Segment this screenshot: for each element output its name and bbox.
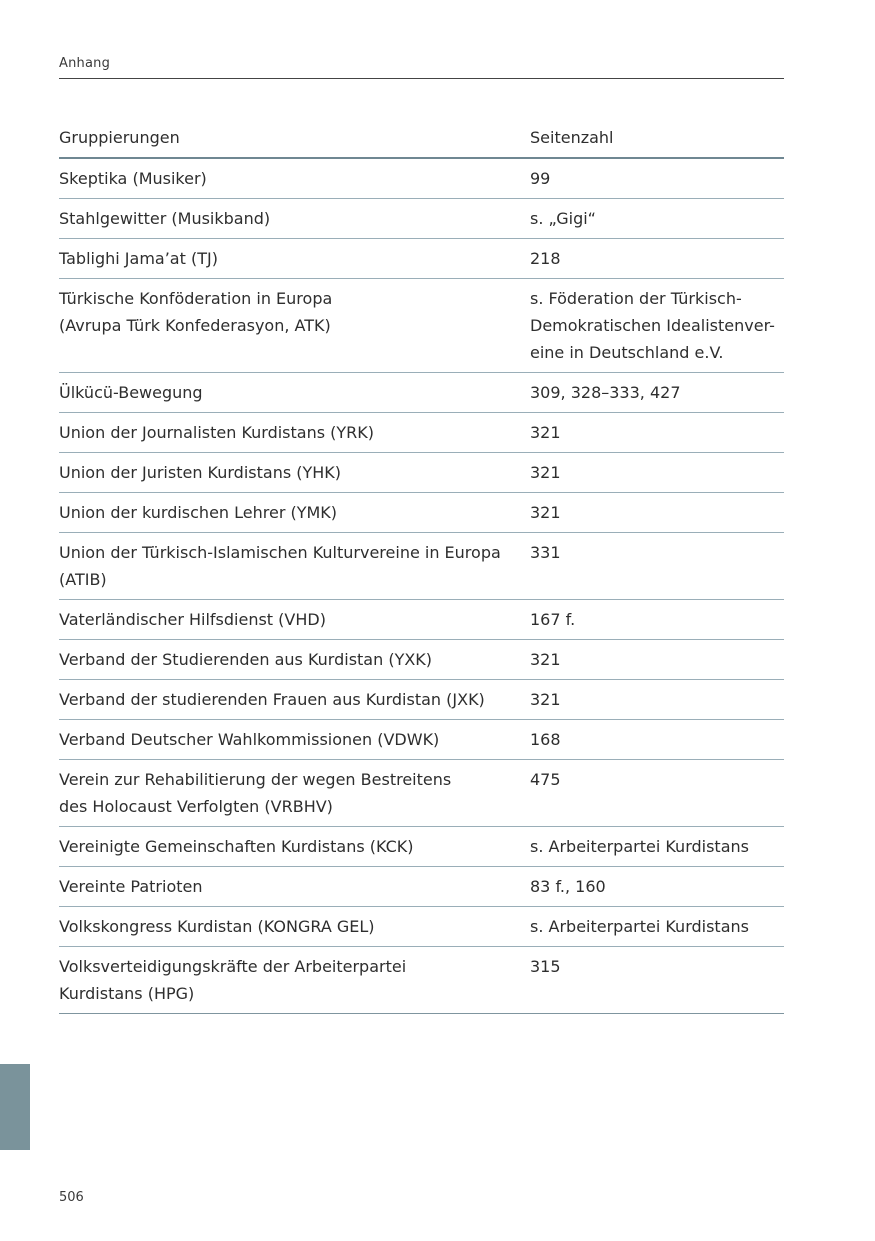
group-name: Volksverteidigungskräfte der Arbeiterpartei Kurdistans (HPG) xyxy=(59,947,530,1014)
group-name: Ülkücü-Bewegung xyxy=(59,373,530,413)
table-row xyxy=(59,279,784,373)
table-row xyxy=(59,239,784,279)
table-row xyxy=(59,413,784,453)
page-reference: 168 xyxy=(530,720,784,760)
page-reference: 99 xyxy=(530,158,784,199)
page-reference: 321 xyxy=(530,413,784,453)
page-reference: 309, 328–333, 427 xyxy=(530,373,784,413)
page-reference: s. Arbeiterpartei Kurdistans xyxy=(530,827,784,867)
header-rule xyxy=(59,78,784,79)
page-reference: 321 xyxy=(530,680,784,720)
table-row xyxy=(59,680,784,720)
group-name: Türkische Konföderation in Europa (Avrupa Türk Konfederasyon, ATK) xyxy=(59,279,530,373)
table-row xyxy=(59,453,784,493)
group-name: Verband der Studierenden aus Kurdistan (YXK) xyxy=(59,640,530,680)
chapter-tab-marker xyxy=(0,1064,30,1150)
table-row xyxy=(59,907,784,947)
group-name: Vereinte Patrioten xyxy=(59,867,530,907)
page-number: 506 xyxy=(59,1190,84,1205)
table-row xyxy=(59,640,784,680)
page-reference: 475 xyxy=(530,760,784,827)
running-head: Anhang xyxy=(59,56,111,71)
page-reference: 218 xyxy=(530,239,784,279)
group-name: Union der Türkisch-Islamischen Kulturvereine in Europa (ATIB) xyxy=(59,533,530,600)
page-reference: s. „Gigi“ xyxy=(530,199,784,239)
page-reference: s. Föderation der Türkisch- Demokratischen Idealistenver- eine in Deutschland e.V. xyxy=(530,279,784,373)
group-name: Vereinigte Gemeinschaften Kurdistans (KCK) xyxy=(59,827,530,867)
group-name: Tablighi Jama’at (TJ) xyxy=(59,239,530,279)
table-row xyxy=(59,533,784,600)
group-name: Union der Journalisten Kurdistans (YRK) xyxy=(59,413,530,453)
group-name: Union der kurdischen Lehrer (YMK) xyxy=(59,493,530,533)
page-reference: 83 f., 160 xyxy=(530,867,784,907)
table-row xyxy=(59,720,784,760)
group-name: Stahlgewitter (Musikband) xyxy=(59,199,530,239)
group-name: Verein zur Rehabilitierung der wegen Bestreitens des Holocaust Verfolgten (VRBHV) xyxy=(59,760,530,827)
group-name: Verband der studierenden Frauen aus Kurdistan (JXK) xyxy=(59,680,530,720)
table-row xyxy=(59,158,784,199)
table-row xyxy=(59,827,784,867)
group-name: Vaterländischer Hilfsdienst (VHD) xyxy=(59,600,530,640)
page-reference: 167 f. xyxy=(530,600,784,640)
group-name: Volkskongress Kurdistan (KONGRA GEL) xyxy=(59,907,530,947)
table-row xyxy=(59,947,784,1014)
table-row xyxy=(59,760,784,827)
page-reference: s. Arbeiterpartei Kurdistans xyxy=(530,907,784,947)
page-reference: 331 xyxy=(530,533,784,600)
table-row xyxy=(59,600,784,640)
page-reference: 321 xyxy=(530,640,784,680)
table-row xyxy=(59,199,784,239)
group-name: Union der Juristen Kurdistans (YHK) xyxy=(59,453,530,493)
table-row xyxy=(59,493,784,533)
column-header-groups: Gruppierungen xyxy=(59,118,530,158)
table-row xyxy=(59,867,784,907)
index-table xyxy=(59,118,784,1014)
column-header-pages: Seitenzahl xyxy=(530,118,784,158)
page-reference: 315 xyxy=(530,947,784,1014)
table-header-row xyxy=(59,118,784,158)
page-reference: 321 xyxy=(530,453,784,493)
group-name: Skeptika (Musiker) xyxy=(59,158,530,199)
group-name: Verband Deutscher Wahlkommissionen (VDWK) xyxy=(59,720,530,760)
page-reference: 321 xyxy=(530,493,784,533)
table-row xyxy=(59,373,784,413)
